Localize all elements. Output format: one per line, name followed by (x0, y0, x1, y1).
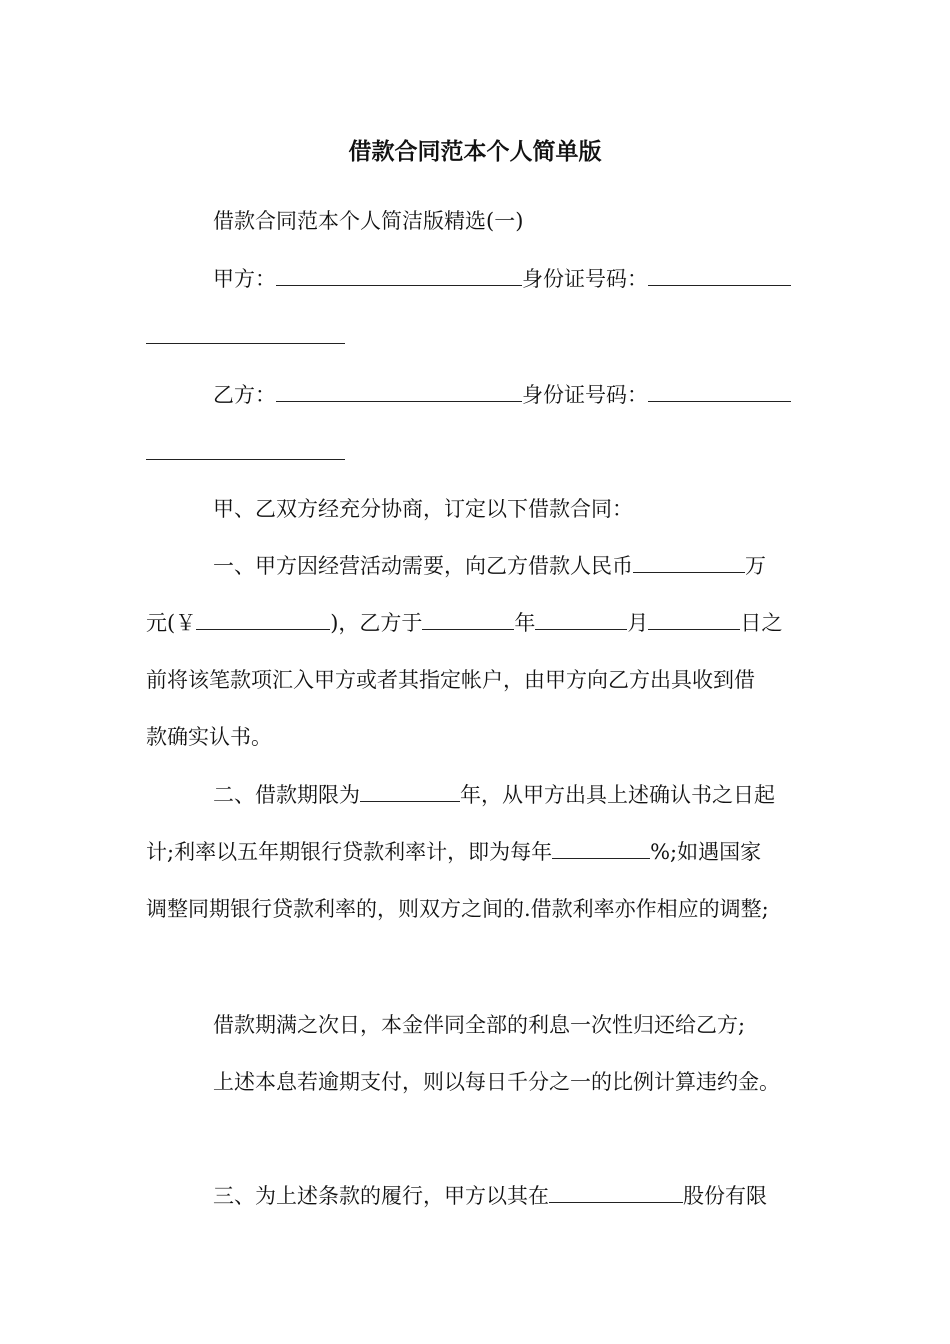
month-label: 月 (627, 611, 649, 635)
party-b-id-label: 身份证号码： (522, 383, 648, 407)
clause-1-text-c: 元(￥ (146, 611, 197, 635)
clause-1-text-d: )，乙方于 (330, 611, 423, 635)
party-b-line (213, 381, 791, 409)
party-b-name-blank[interactable] (276, 383, 522, 402)
day-blank[interactable] (648, 611, 740, 630)
loan-amount-yuan-blank[interactable] (196, 611, 330, 630)
interest-rate-blank[interactable] (552, 840, 650, 859)
clause-3-line-1 (213, 1182, 767, 1210)
loan-term-years-blank[interactable] (360, 783, 460, 802)
party-b-label: 乙方： (213, 383, 276, 407)
month-blank[interactable] (535, 611, 627, 630)
party-a-line (213, 265, 791, 293)
document-subtitle: 借款合同范本个人简洁版精选(一) (213, 209, 524, 233)
clause-1-text-b: 万 (745, 554, 766, 578)
clause-2-text-c: 计;利率以五年期银行贷款利率计，即为每年 (146, 840, 553, 864)
company-name-blank[interactable] (549, 1184, 683, 1203)
repayment-text: 借款期满之次日，本金伴同全部的利息一次性归还给乙方; (213, 1013, 746, 1037)
clause-2-text-d: %;如遇国家 (650, 840, 762, 864)
party-a-id-blank[interactable] (648, 267, 791, 286)
party-b-id-blank[interactable] (648, 383, 791, 402)
clause-3-text-a: 三、为上述条款的履行，甲方以其在 (213, 1184, 549, 1208)
clause-1-line-4: 款确实认书。 (146, 725, 272, 749)
clause-1-text-a: 一、甲方因经营活动需要，向乙方借款人民币 (213, 554, 633, 578)
document-title: 借款合同范本个人简单版 (348, 138, 602, 165)
clause-2-line-3: 调整同期银行贷款利率的，则双方之间的.借款利率亦作相应的调整; (146, 897, 769, 921)
clause-1-line-2 (146, 609, 782, 637)
party-b-id-blank-continued[interactable] (146, 459, 345, 460)
day-label: 日之 (740, 611, 783, 635)
year-blank[interactable] (422, 611, 514, 630)
loan-amount-wan-blank[interactable] (633, 554, 745, 573)
clause-2-line-1 (213, 781, 775, 809)
clause-3-text-b: 股份有限 (683, 1184, 767, 1208)
clause-2-line-2 (146, 838, 761, 866)
year-label: 年 (514, 611, 536, 635)
clause-2-text-b: 年，从甲方出具上述确认书之日起 (460, 783, 775, 807)
clause-2-text-a: 二、借款期限为 (213, 783, 360, 807)
intro-text: 甲、乙双方经充分协商，订定以下借款合同： (213, 497, 633, 521)
clause-1-line-1 (213, 552, 766, 580)
party-a-id-label: 身份证号码： (522, 267, 648, 291)
penalty-text: 上述本息若逾期支付，则以每日千分之一的比例计算违约金。 (213, 1070, 780, 1094)
party-a-label: 甲方： (213, 267, 276, 291)
party-a-id-blank-continued[interactable] (146, 343, 345, 344)
party-a-name-blank[interactable] (276, 267, 522, 286)
clause-1-line-3: 前将该笔款项汇入甲方或者其指定帐户，由甲方向乙方出具收到借 (146, 668, 755, 692)
